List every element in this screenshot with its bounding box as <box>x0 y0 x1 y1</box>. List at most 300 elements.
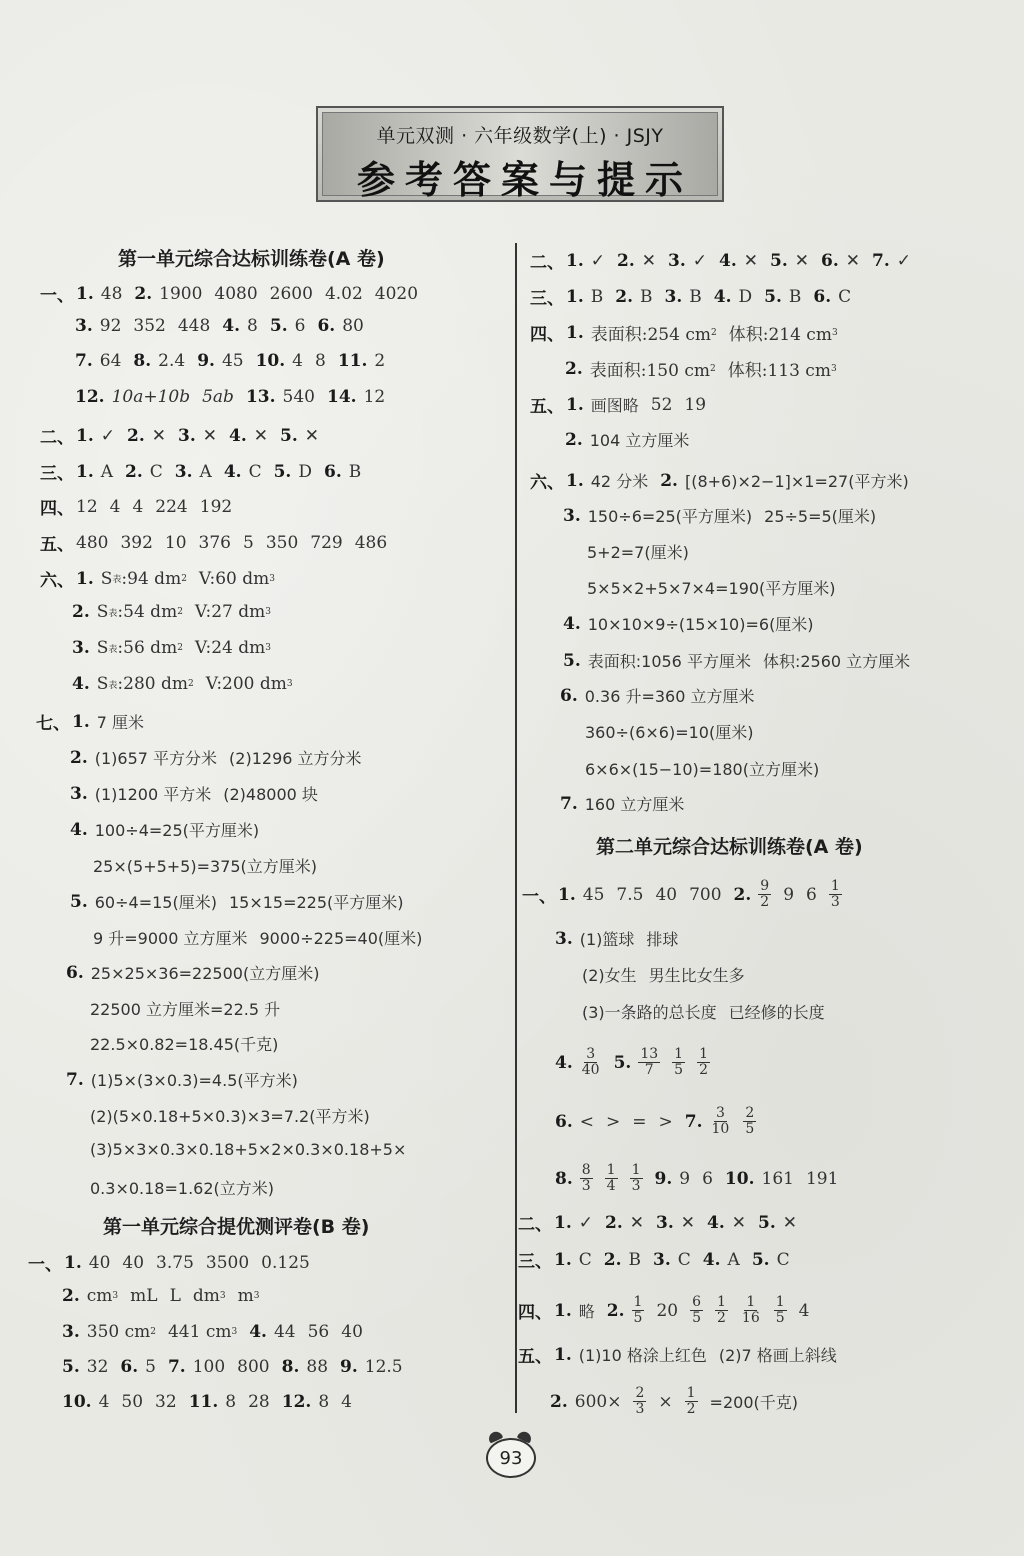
answer-line <box>530 392 718 417</box>
question-number: 4. <box>229 425 247 446</box>
answer-line <box>70 818 271 841</box>
answer-line <box>530 320 850 345</box>
answer-value: 376 <box>198 532 231 553</box>
answer-value: > <box>606 1111 621 1132</box>
answer-value: V:60 dm 3 <box>198 568 275 589</box>
answer-value: 5 <box>145 1357 156 1377</box>
answer-value: S 表 :94 dm 2 <box>100 568 187 589</box>
part-number: 六、 <box>40 571 74 591</box>
answer-value: 0.3×0.18=1.62(立方米) <box>90 1179 274 1198</box>
question-number: 1. <box>566 286 584 307</box>
answer-value: 42 分米 <box>590 472 649 491</box>
part-number: 一、 <box>522 887 556 907</box>
answer-value: 10a+10b <box>111 387 191 407</box>
answer-value: 352 <box>133 316 166 336</box>
answer-value: 441 cm 3 <box>167 1322 238 1342</box>
answer-value: B <box>628 1249 642 1270</box>
answer-value: 60÷4=15(厘米) <box>94 893 217 912</box>
answer-value: C <box>776 1249 790 1270</box>
answer-value: C <box>677 1249 691 1270</box>
answer-value: 6 <box>806 884 817 905</box>
answer-line <box>555 1106 768 1137</box>
question-number: 8. <box>281 1357 300 1377</box>
answer-value: 100÷4=25(平方厘米) <box>94 821 260 840</box>
fraction: $\frac{1}{3}$ <box>830 878 840 910</box>
answer-value: 161 <box>761 1168 794 1189</box>
answer-value: ✕ <box>629 1212 644 1233</box>
answer-value: ✕ <box>794 250 809 271</box>
question-number: 5. <box>764 286 782 307</box>
answer-line <box>90 997 292 1020</box>
question-number: 6. <box>66 962 84 983</box>
answer-value: 3.75 <box>156 1252 194 1273</box>
answer-value: S 表 :56 dm 2 <box>96 638 183 658</box>
question-number: 5. <box>770 250 788 271</box>
part-number: 五、 <box>518 1347 552 1367</box>
question-number: 3. <box>72 638 90 658</box>
question-number: 2. <box>134 283 153 304</box>
answer-value: 9 <box>679 1168 691 1189</box>
answer-value: ✕ <box>845 250 860 271</box>
answer-value: 4 <box>132 496 144 517</box>
answer-value: 0.125 <box>261 1252 310 1273</box>
answer-line <box>62 1392 364 1412</box>
answer-value: 2.4 <box>158 351 186 371</box>
answer-line <box>72 674 305 694</box>
answer-value: ✕ <box>641 250 656 271</box>
answer-value: 表面积:1056 平方厘米 <box>587 652 751 671</box>
answer-value: × <box>658 1391 673 1412</box>
answer-value: 540 <box>282 387 315 407</box>
answer-value: 350 cm 2 <box>86 1322 156 1342</box>
answer-value: [(8+6)×2−1]×1=27(平方米) <box>684 472 909 491</box>
question-number: 10. <box>255 351 286 371</box>
answer-value: 2 <box>374 351 386 371</box>
answer-value: 104 立方厘米 <box>589 431 690 450</box>
title-banner <box>316 106 724 202</box>
answer-line <box>587 576 848 599</box>
question-number: 1. <box>76 568 94 589</box>
fraction: $\frac{1}{5}$ <box>674 1046 684 1078</box>
fraction: $\frac{1}{5}$ <box>633 1294 643 1326</box>
fraction: $\frac{1}{4}$ <box>606 1162 616 1194</box>
question-number: 1. <box>554 1344 572 1365</box>
answer-value: ✕ <box>731 1212 746 1233</box>
answer-line <box>555 1163 850 1194</box>
answer-line <box>40 423 331 448</box>
answer-value: 8 <box>225 1392 237 1412</box>
answer-line <box>90 1032 290 1055</box>
answer-value: A <box>100 461 114 482</box>
answer-value: 8 <box>314 351 326 371</box>
question-number: 4. <box>72 674 90 694</box>
answer-value: 4 <box>341 1392 352 1412</box>
answer-line <box>565 428 701 451</box>
answer-value: 排球 <box>646 930 679 949</box>
section-heading: 第一单元综合提优测评卷(B 卷) <box>103 1216 370 1238</box>
question-number: 4. <box>563 613 581 634</box>
question-number: 2. <box>62 1286 80 1306</box>
question-number: 5. <box>751 1249 770 1270</box>
question-number: 4. <box>223 461 242 482</box>
answer-value: m 3 <box>237 1286 260 1306</box>
question-number: 2. <box>603 1249 622 1270</box>
answer-value: cm 3 <box>86 1286 119 1306</box>
answer-line <box>36 709 156 734</box>
question-number: 2. <box>660 470 678 491</box>
question-number: 2. <box>733 884 752 905</box>
part-number: 五、 <box>530 397 564 417</box>
answer-value: 56 <box>307 1322 330 1342</box>
question-number: 8. <box>555 1168 573 1189</box>
answer-value: 20 <box>656 1300 679 1321</box>
question-number: 6. <box>813 286 832 307</box>
answer-line <box>40 530 399 555</box>
answer-line <box>66 1068 310 1091</box>
question-number: 1. <box>566 470 584 491</box>
answer-line <box>28 1250 322 1275</box>
question-number: 9. <box>340 1357 358 1377</box>
question-number: 13. <box>245 387 276 407</box>
answer-line <box>70 782 330 805</box>
answer-line <box>72 638 283 658</box>
answer-value: 44 <box>273 1322 296 1342</box>
question-number: 7. <box>684 1111 703 1132</box>
question-number: 7. <box>560 793 578 814</box>
question-number: 3. <box>62 1322 80 1342</box>
answer-value: ✕ <box>304 425 319 446</box>
answer-value: 5+2=7(厘米) <box>587 543 689 562</box>
answer-value: 48 <box>100 283 123 304</box>
answer-value: 150÷6=25(平方厘米) <box>587 507 753 526</box>
answer-value: (2)女生 <box>582 966 637 985</box>
answer-value: L <box>169 1286 181 1306</box>
answer-value: 7.5 <box>616 884 644 905</box>
part-number: 四、 <box>40 499 74 519</box>
answer-value: 224 <box>155 496 188 517</box>
answer-value: 88 <box>306 1357 329 1377</box>
answer-value: 略 <box>578 1302 595 1321</box>
question-number: 1. <box>72 711 90 732</box>
answer-line <box>587 540 701 563</box>
answer-line <box>530 284 863 309</box>
answer-value: 12.5 <box>364 1357 403 1377</box>
answer-value: ✓ <box>692 250 707 271</box>
answer-line <box>70 746 374 769</box>
answer-line <box>530 468 921 493</box>
fraction: $\frac{9}{2}$ <box>760 878 770 910</box>
answer-line <box>518 1342 849 1367</box>
answer-value: (3)5×3×0.3×0.18+5×2×0.3×0.18+5× <box>90 1140 407 1159</box>
answer-value: 12 <box>363 387 386 407</box>
answer-value: 350 <box>265 532 299 553</box>
answer-value: 4 <box>798 1300 810 1321</box>
answer-value: ✓ <box>896 250 911 271</box>
part-number: 七、 <box>36 714 70 734</box>
answer-value: (1)篮球 <box>579 930 635 949</box>
question-number: 2. <box>606 1300 625 1321</box>
answer-value: 191 <box>805 1168 839 1189</box>
answer-value: 22500 立方厘米=22.5 升 <box>90 1000 281 1019</box>
question-number: 10. <box>62 1392 92 1412</box>
question-number: 2. <box>565 358 583 379</box>
answer-value: 100 <box>192 1357 226 1377</box>
fraction: $\frac{2}{5}$ <box>745 1105 755 1137</box>
answer-value: 360÷(6×6)=10(厘米) <box>585 723 754 742</box>
answer-value: 486 <box>354 532 388 553</box>
answer-value: 729 <box>310 532 343 553</box>
question-number: 12. <box>281 1392 312 1412</box>
answer-value: 19 <box>684 394 707 415</box>
answer-value: 9 升=9000 立方厘米 <box>93 929 248 948</box>
answer-value: C <box>248 461 262 482</box>
answer-value: 28 <box>248 1392 270 1412</box>
answer-line <box>66 961 331 984</box>
answer-value: 25×25×36=22500(立方厘米) <box>90 964 320 983</box>
answer-value: (3)一条路的总长度 <box>582 1003 717 1022</box>
answer-value: 160 立方厘米 <box>584 795 685 814</box>
answer-line <box>93 854 329 877</box>
answer-line <box>62 1322 375 1342</box>
answer-value: B <box>640 286 653 307</box>
fraction: $\frac{3}{10}$ <box>711 1105 730 1137</box>
question-number: 6. <box>560 685 578 706</box>
fraction: $\frac{6}{5}$ <box>692 1294 701 1326</box>
answer-value: 已经修的长度 <box>728 1003 825 1022</box>
question-number: 12. <box>75 387 105 407</box>
question-number: 1. <box>558 884 576 905</box>
answer-value: C <box>838 286 852 307</box>
question-number: 1. <box>566 322 584 343</box>
answer-value: 9000÷225=40(厘米) <box>259 929 423 948</box>
question-number: 2. <box>615 286 633 307</box>
answer-value: 8 <box>247 316 258 336</box>
answer-value: ✕ <box>743 250 758 271</box>
part-number: 三、 <box>518 1252 552 1272</box>
answer-line <box>40 281 430 306</box>
answer-value: 448 <box>177 316 211 336</box>
question-number: 1. <box>76 461 94 482</box>
answer-line <box>93 926 434 949</box>
answer-value: > <box>658 1111 673 1132</box>
question-number: 1. <box>554 1249 572 1270</box>
answer-value: 5 <box>243 532 254 553</box>
page-number-badge <box>478 1432 544 1480</box>
answer-line <box>518 1210 809 1235</box>
question-number: 3. <box>563 505 581 526</box>
fraction: $\frac{1}{2}$ <box>699 1046 708 1078</box>
answer-value: 6×6×(15−10)=180(立方厘米) <box>585 760 820 779</box>
column-divider <box>515 243 517 1413</box>
question-number: 2. <box>605 1212 623 1233</box>
answer-value: 32 <box>155 1392 177 1412</box>
answer-value: 92 <box>99 316 122 336</box>
question-number: 5. <box>758 1212 776 1233</box>
question-number: 7. <box>872 250 890 271</box>
fraction: $\frac{1}{5}$ <box>775 1294 785 1326</box>
answer-value: 392 <box>120 532 153 553</box>
fraction: $\frac{3}{40}$ <box>581 1046 600 1078</box>
answer-value: S 表 :280 dm 2 <box>96 674 194 694</box>
question-number: 4. <box>222 316 241 336</box>
answer-value: C <box>578 1249 592 1270</box>
answer-value: (1)5×(3×0.3)=4.5(平方米) <box>90 1071 298 1090</box>
answer-value: 600× <box>574 1391 622 1412</box>
answer-value: A <box>199 461 212 482</box>
answer-line <box>530 248 923 273</box>
fraction: $\frac{1}{2}$ <box>717 1294 726 1326</box>
answer-value: 5ab <box>202 387 234 407</box>
fraction: $\frac{1}{16}$ <box>741 1294 760 1326</box>
question-number: 9. <box>654 1168 673 1189</box>
answer-line <box>560 684 767 707</box>
question-number: 2. <box>72 602 90 622</box>
question-number: 1. <box>554 1300 572 1321</box>
question-number: 3. <box>668 250 686 271</box>
answer-value: D <box>298 461 312 482</box>
question-number: 6. <box>555 1111 573 1132</box>
question-number: 5. <box>70 891 88 912</box>
part-number: 五、 <box>40 535 74 555</box>
question-number: 5. <box>613 1052 632 1073</box>
question-number: 10. <box>724 1168 755 1189</box>
answer-line <box>62 1357 415 1377</box>
question-number: 4. <box>70 819 88 840</box>
question-number: 3. <box>555 928 573 949</box>
question-number: 3. <box>75 316 93 336</box>
answer-value: 1900 <box>159 283 203 304</box>
question-number: 1. <box>64 1252 82 1273</box>
fraction: $\frac{8}{3}$ <box>581 1162 591 1194</box>
question-number: 7. <box>167 1357 186 1377</box>
answer-value: mL <box>130 1286 158 1306</box>
answer-line <box>518 1295 822 1326</box>
answer-value: ✓ <box>590 250 605 271</box>
answer-line <box>72 602 283 622</box>
answer-value: 40 <box>341 1322 363 1342</box>
answer-value: (2)1296 立方分米 <box>229 749 362 768</box>
question-number: 2. <box>617 250 635 271</box>
section-heading: 第一单元综合达标训练卷(A 卷) <box>118 248 385 270</box>
answer-value: 9 <box>783 884 795 905</box>
question-number: 4. <box>707 1212 725 1233</box>
answer-line <box>565 356 849 381</box>
question-number: 3. <box>653 1249 671 1270</box>
question-number: 4. <box>249 1322 267 1342</box>
answer-value: V:200 dm 3 <box>205 674 293 694</box>
answer-value: 7 厘米 <box>96 713 145 732</box>
answer-line <box>70 890 416 913</box>
answer-value: 52 <box>650 394 673 415</box>
answer-line <box>40 566 287 591</box>
answer-value: ✓ <box>100 425 115 446</box>
answer-value: ✕ <box>253 425 268 446</box>
answer-value: 800 <box>237 1357 270 1377</box>
answer-value: 10 <box>164 532 187 553</box>
part-number: 一、 <box>28 1255 62 1275</box>
answer-value: ✕ <box>782 1212 797 1233</box>
answer-value: 表面积:150 cm 2 <box>589 361 716 381</box>
answer-value: A <box>727 1249 740 1270</box>
answer-line <box>75 316 376 336</box>
section-heading: 第二单元综合达标训练卷(A 卷) <box>596 836 863 858</box>
question-number: 1. <box>76 283 94 304</box>
answer-value: (2)7 格画上斜线 <box>718 1346 837 1365</box>
book-subtitle: 单元双测 · 六年级数学(上) · JSJY <box>376 125 664 147</box>
answer-value: (2)48000 块 <box>223 785 318 804</box>
page-title: 参考答案与提示 <box>356 158 693 202</box>
answer-line <box>75 351 397 371</box>
fraction: $\frac{2}{3}$ <box>635 1385 645 1417</box>
answer-value: B <box>689 286 702 307</box>
question-number: 6. <box>120 1357 139 1377</box>
answer-value: 15×15=225(平方厘米) <box>228 893 404 912</box>
question-number: 11. <box>188 1392 219 1412</box>
answer-value: 体积:214 cm 3 <box>728 325 838 345</box>
answer-value: C <box>149 461 163 482</box>
answer-value: 40 <box>655 884 678 905</box>
answer-value: ✕ <box>151 425 166 446</box>
answer-value: S 表 :54 dm 2 <box>96 602 183 622</box>
question-number: 2. <box>565 429 583 450</box>
answer-value: 480 <box>76 532 109 553</box>
answer-value: V:24 dm 3 <box>194 638 271 658</box>
answer-value: ✓ <box>578 1212 593 1233</box>
part-number: 三、 <box>40 464 74 484</box>
answer-value: 4.02 <box>324 283 363 304</box>
fraction: $\frac{1}{3}$ <box>631 1162 641 1194</box>
answer-value: 25÷5=5(厘米) <box>764 507 877 526</box>
answer-value: 45 <box>582 884 605 905</box>
question-number: 11. <box>337 351 368 371</box>
answer-value: 4020 <box>374 283 419 304</box>
question-number: 1. <box>76 425 94 446</box>
answer-value: (1)657 平方分米 <box>94 749 218 768</box>
answer-value: 25×(5+5+5)=375(立方厘米) <box>93 857 318 876</box>
answer-line <box>563 504 888 527</box>
answer-value: ✕ <box>202 425 217 446</box>
answer-value: ✕ <box>680 1212 695 1233</box>
question-number: 4. <box>702 1249 721 1270</box>
answer-value: 0.36 升=360 立方厘米 <box>584 687 755 706</box>
answer-value: 男生比女生多 <box>648 966 745 985</box>
answer-line <box>582 1000 837 1023</box>
answer-value: 3500 <box>205 1252 250 1273</box>
fraction: $\frac{1}{2}$ <box>686 1385 696 1417</box>
question-number: 5. <box>62 1357 80 1377</box>
answer-value: 700 <box>689 884 722 905</box>
answer-line <box>62 1286 271 1306</box>
answer-line <box>555 927 690 950</box>
question-number: 1. <box>554 1212 572 1233</box>
page-number: 93 <box>486 1438 536 1478</box>
question-number: 6. <box>323 461 342 482</box>
answer-value: 4 <box>292 351 303 371</box>
question-number: 7. <box>66 1069 84 1090</box>
answer-value: (1)1200 平方米 <box>94 785 212 804</box>
question-number: 2. <box>550 1391 568 1412</box>
answer-line <box>90 1140 418 1159</box>
answer-value: 32 <box>86 1357 109 1377</box>
answer-value: (2)(5×0.18+5×0.3)×3=7.2(平方米) <box>90 1107 370 1126</box>
answer-value: B <box>590 286 604 307</box>
question-number: 6. <box>317 316 336 336</box>
question-number: 3. <box>664 286 683 307</box>
question-number: 9. <box>197 351 215 371</box>
answer-value: 22.5×0.82=18.45(千克) <box>90 1035 279 1054</box>
answer-value: 192 <box>199 496 233 517</box>
answer-line <box>585 757 831 780</box>
